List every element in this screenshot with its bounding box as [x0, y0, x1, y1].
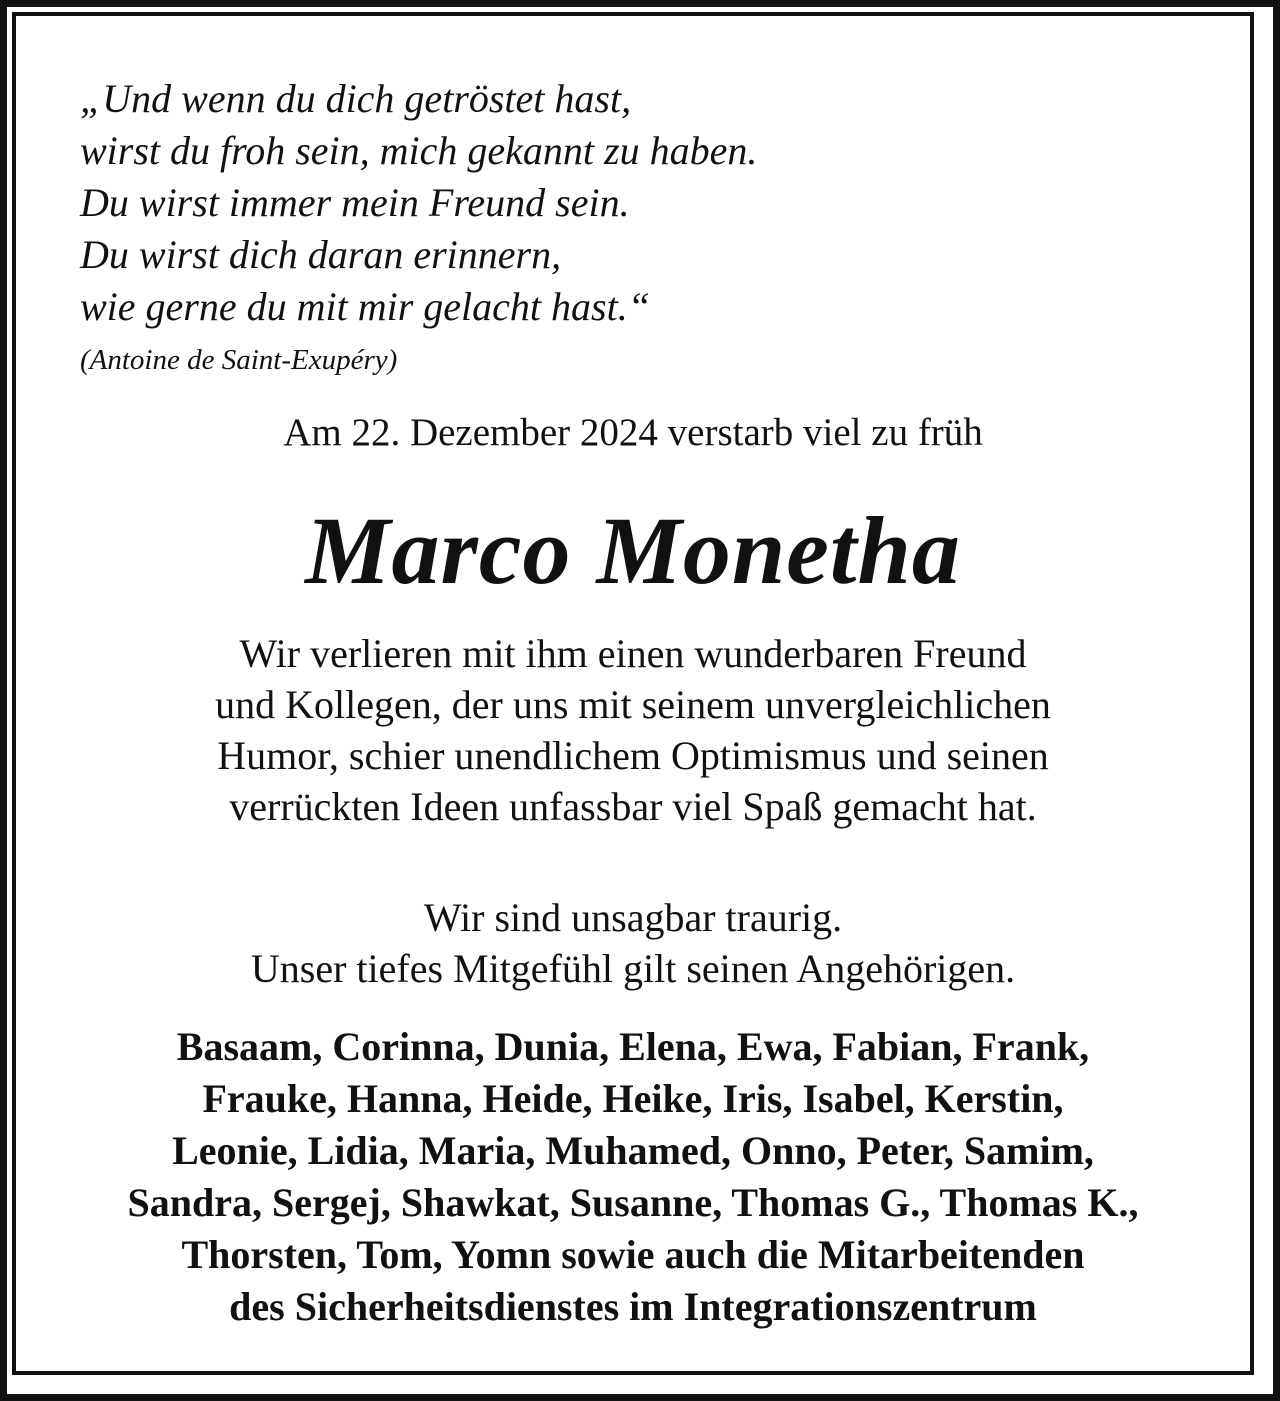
tribute-line: Wir verlieren mit ihm einen wunderbaren Freund: [239, 631, 1027, 676]
signers-line: Thorsten, Tom, Yomn sowie auch die Mitarbeitenden: [181, 1232, 1085, 1277]
signers-list: [16, 1021, 1250, 1333]
tribute-line: Humor, schier unendlichem Optimismus und seinen: [217, 733, 1049, 778]
quote-block: [80, 73, 980, 333]
quote-line: Du wirst dich daran erinnern,: [80, 232, 562, 277]
inner-border: [12, 12, 1254, 1375]
signers-line: Sandra, Sergej, Shawkat, Susanne, Thomas G., Thomas K.,: [127, 1180, 1139, 1225]
signers-line: Basaam, Corinna, Dunia, Elena, Ewa, Fabian, Frank,: [176, 1024, 1090, 1069]
condolence-line: Unser tiefes Mitgefühl gilt seinen Angehörigen.: [250, 946, 1016, 991]
quote-author: (Antoine de Saint-Exupéry): [80, 344, 398, 376]
signers-line: Leonie, Lidia, Maria, Muhamed, Onno, Peter, Samim,: [172, 1128, 1094, 1173]
quote-line: Du wirst immer mein Freund sein.: [80, 180, 630, 225]
condolence-text: [16, 892, 1250, 994]
condolence-line: Wir sind unsagbar traurig.: [423, 895, 843, 940]
signers-line: Frauke, Hanna, Heide, Heike, Iris, Isabel, Kerstin,: [202, 1076, 1064, 1121]
quote-line: wie gerne du mit mir gelacht hast.“: [80, 284, 650, 329]
death-announcement: Am 22. Dezember 2024 verstarb viel zu früh: [283, 411, 983, 454]
tribute-text: [16, 628, 1250, 832]
signers-line: des Sicherheitsdienstes im Integrationszentrum: [229, 1284, 1037, 1329]
obituary-content: [16, 16, 1250, 1371]
tribute-line: verrückten Ideen unfassbar viel Spaß gemacht hat.: [229, 784, 1037, 829]
deceased-name: Marco Monetha: [305, 497, 961, 604]
quote-line: wirst du froh sein, mich gekannt zu haben.: [80, 128, 758, 173]
tribute-line: und Kollegen, der uns mit seinem unvergleichlichen: [215, 682, 1051, 727]
quote-line: „Und wenn du dich getröstet hast,: [80, 76, 632, 121]
